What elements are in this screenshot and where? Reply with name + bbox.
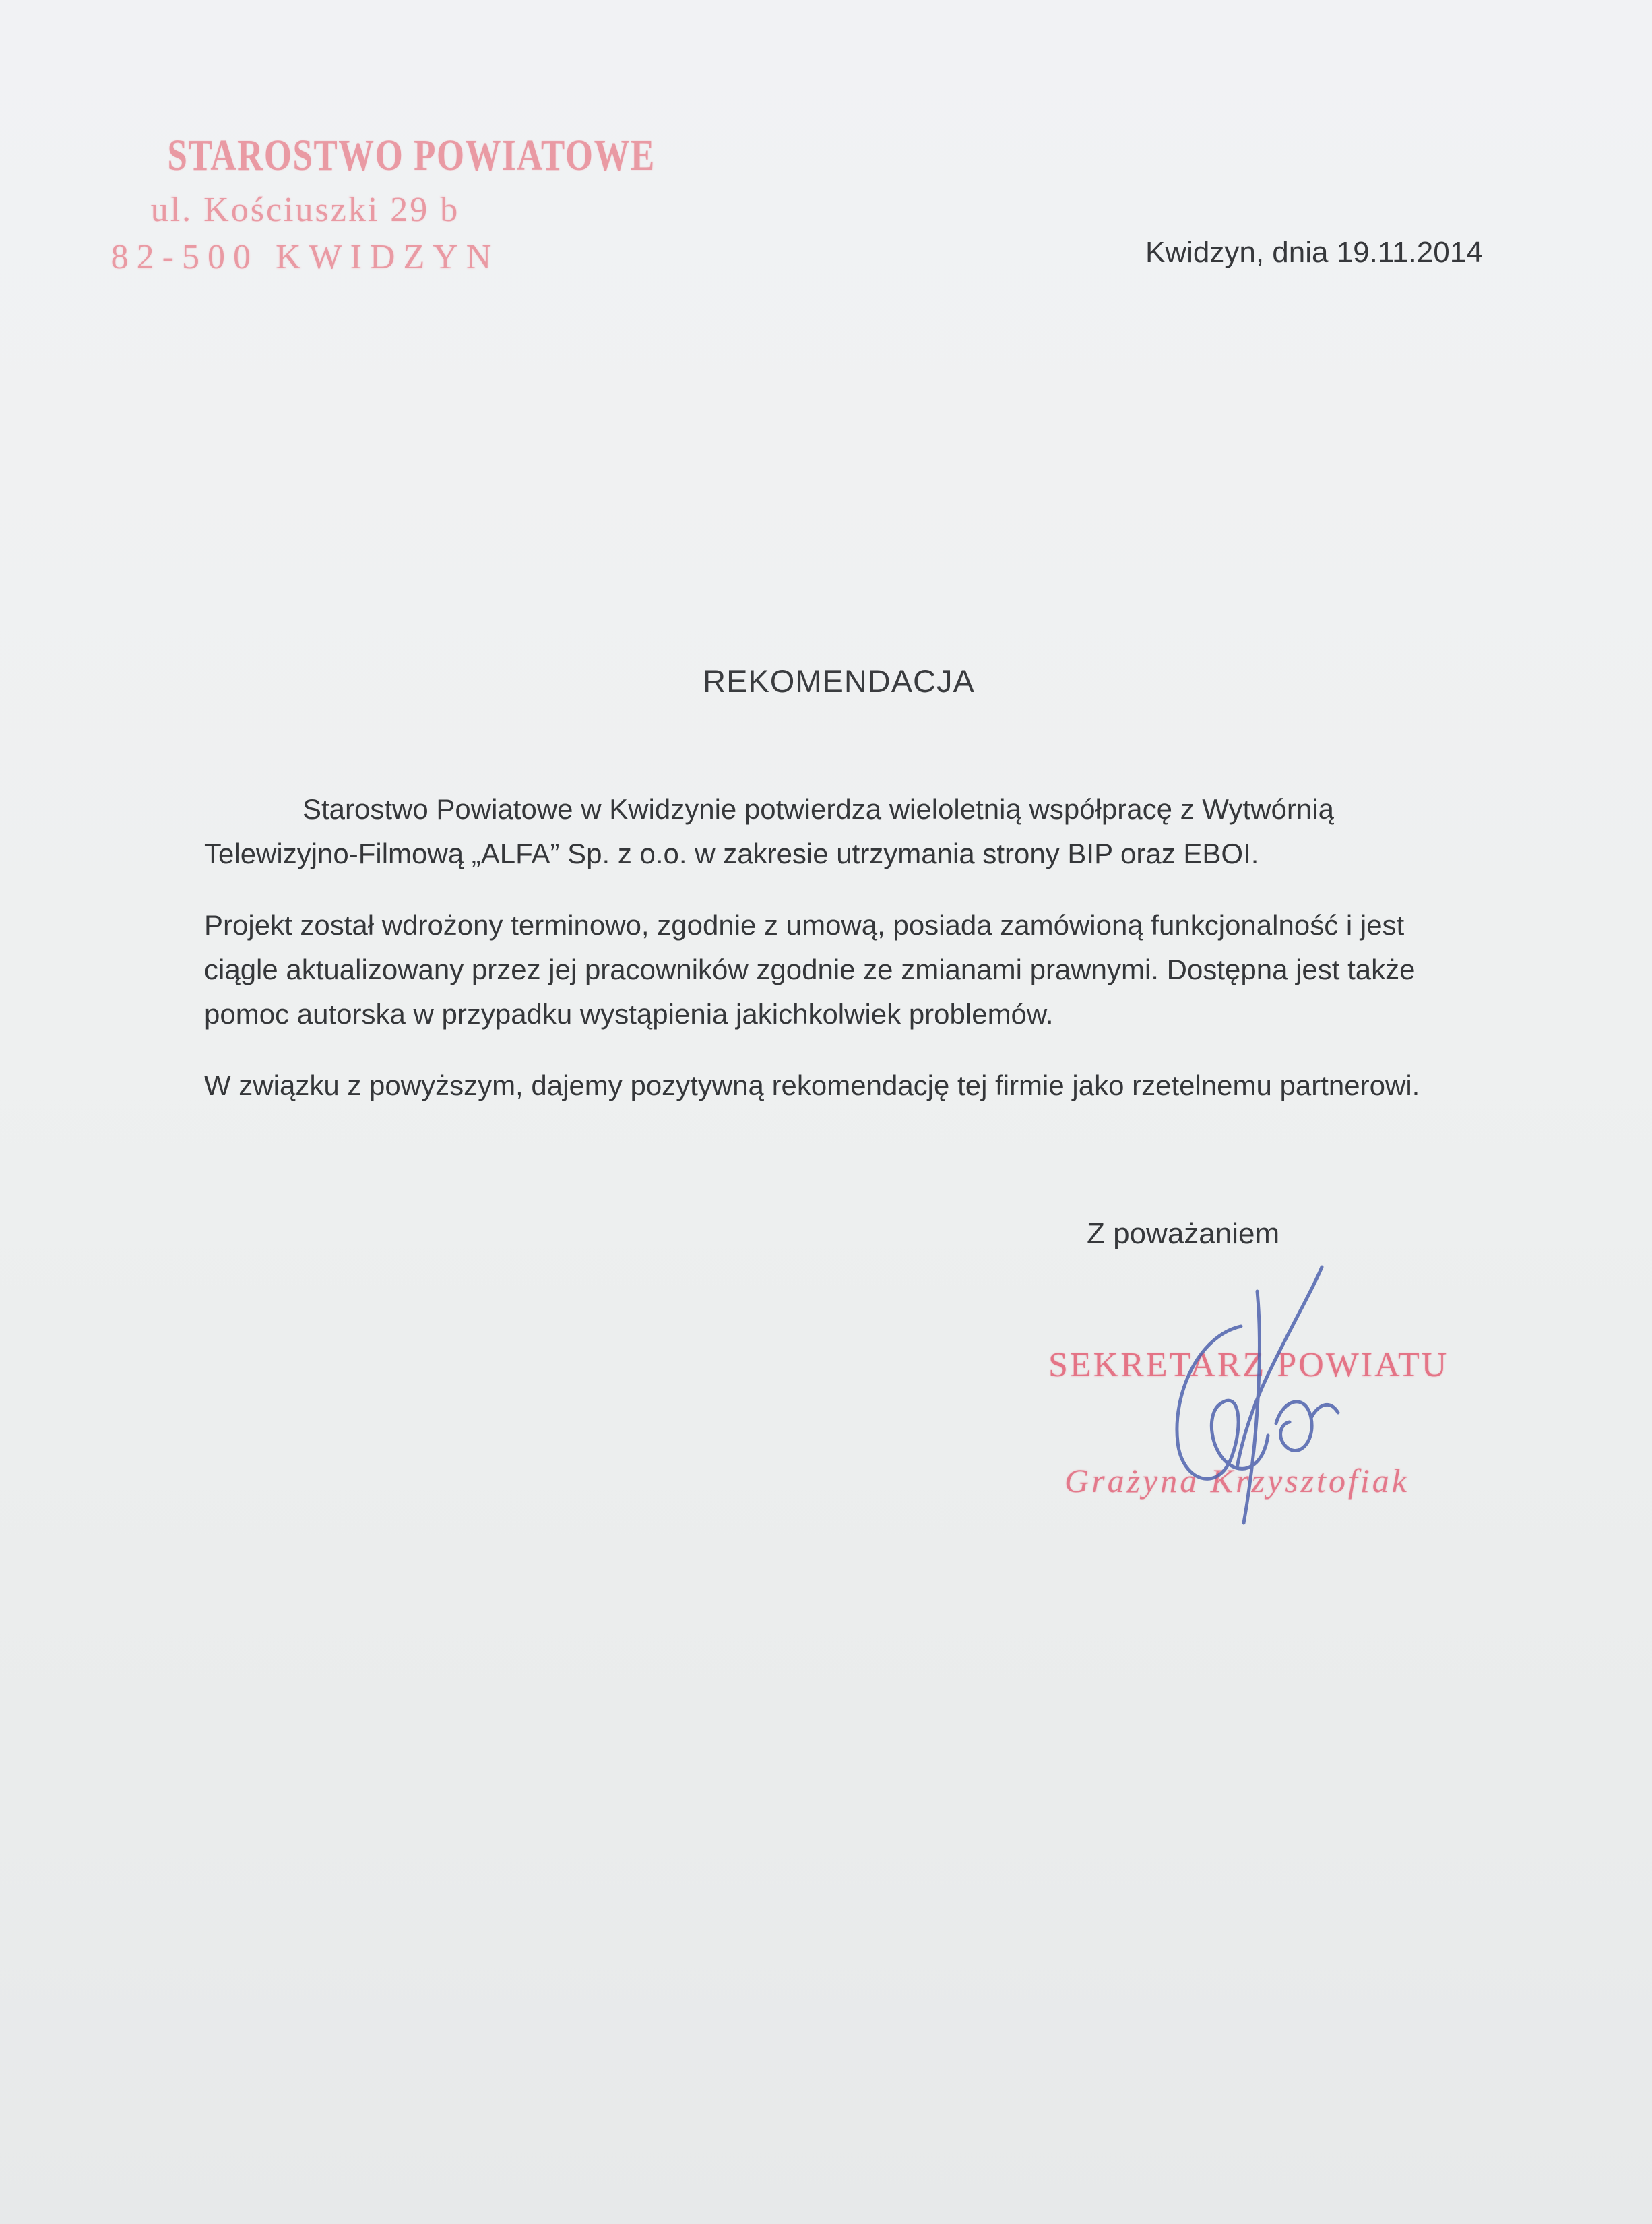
handwritten-signature-icon [1139,1262,1354,1531]
document-title: REKOMENDACJA [703,663,975,699]
date-line: Kwidzyn, dnia 19.11.2014 [1145,236,1483,269]
closing-phrase: Z poważaniem [1087,1217,1280,1250]
signature-stroke [1276,1402,1312,1451]
signer-role-stamp: SEKRETARZ POWIATU [1048,1346,1449,1384]
sender-address-stamp [106,131,656,276]
body-paragraph: W związku z powyższym, dajemy pozytywną rekomendację tej firmie jako rzetelnemu partnerowi. [204,1070,1420,1101]
letter-body [204,787,1424,1135]
signer-name-stamp: Grażyna Krzysztofiak [1065,1462,1409,1500]
sender-street: ul. Kościuszki 29 b [150,191,460,229]
body-paragraph: Projekt został wdrożony terminowo, zgodnie z umową, posiada zamówioną funkcjonalność i jest ciągle aktualizowany przez jej pracowników zgodnie ze zmianami prawnymi. Dostępna jest także pomoc autorska w przypadku wystąpienia jakichkolwiek problemów. [204,909,1416,1030]
sender-name: STAROSTWO POWIATOWE [167,131,656,180]
signature-stroke [1311,1404,1338,1418]
signature-stroke [1244,1291,1259,1523]
body-paragraph: Starostwo Powiatowe w Kwidzynie potwierdza wieloletnią współpracę z Wytwórnią Telewizyjno-Filmową „ALFA” Sp. z o.o. w zakresie utrzymania strony BIP oraz EBOI. [204,793,1334,869]
sender-city: 82-500 KWIDZYN [110,238,500,276]
